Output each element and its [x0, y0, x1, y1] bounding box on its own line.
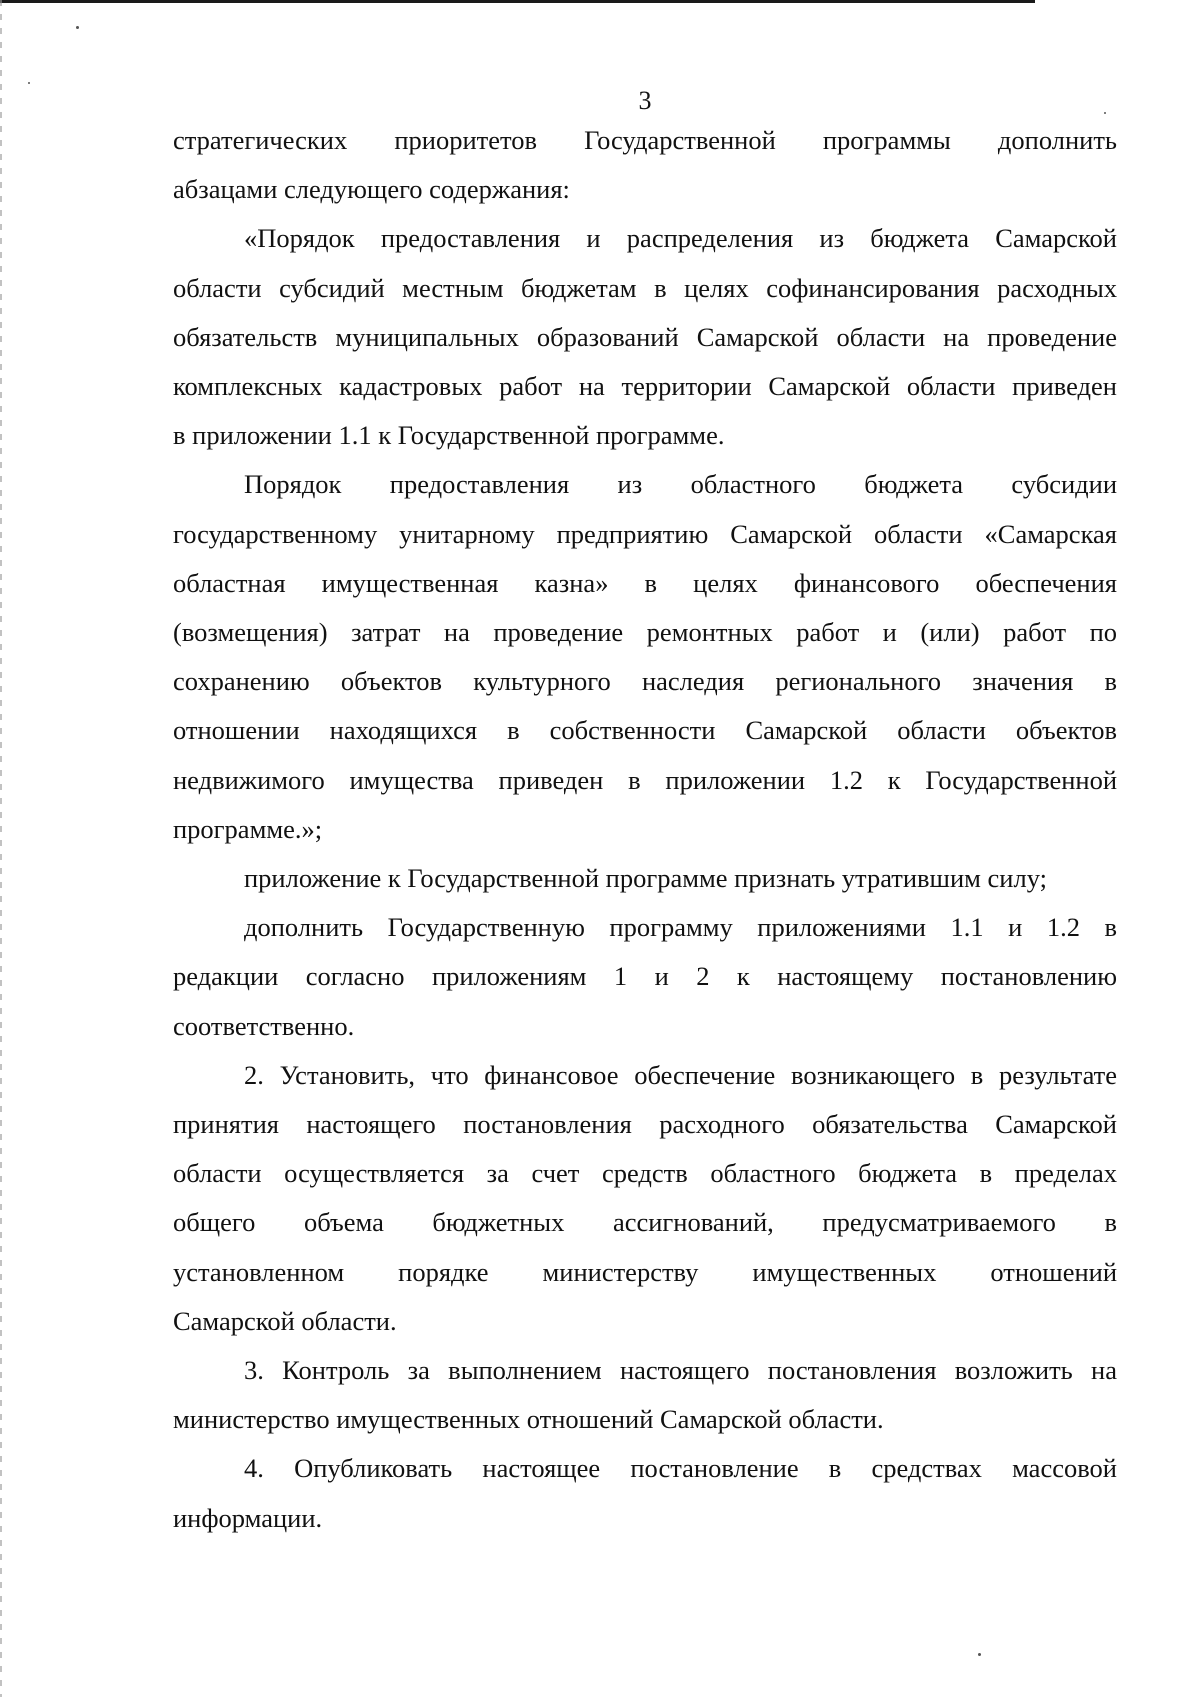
text-line: отношении находящихся в собственности Самарской области объектов [173, 715, 1117, 746]
text-line: редакции согласно приложениям 1 и 2 к настоящему постановлению [173, 961, 1117, 992]
text-line: обязательств муниципальных образований Самарской области на проведение [173, 321, 1117, 352]
text-line: комплексных кадастровых работ на территории Самарской области приведен [173, 371, 1117, 402]
text-line: области субсидий местным бюджетам в целях софинансирования расходных [173, 272, 1117, 303]
text-line: соответственно. [173, 1010, 355, 1041]
document-body [173, 116, 1117, 1543]
text-line: министерство имущественных отношений Самарской области. [173, 1404, 884, 1435]
text-line: приложение к Государственной программе признать утратившим силу; [244, 863, 1047, 894]
text-line: 4. Опубликовать настоящее постановление в средствах массовой [244, 1453, 1117, 1484]
scan-speck [76, 26, 79, 29]
text-line: 2. Установить, что финансовое обеспечение возникающего в результате [244, 1059, 1117, 1090]
text-line: принятия настоящего постановления расходного обязательства Самарской [173, 1109, 1117, 1140]
scan-speck [28, 82, 30, 84]
text-line: «Порядок предоставления и распределения из бюджета Самарской [244, 223, 1117, 254]
page-number: 3 [638, 86, 652, 115]
text-line: абзацами следующего содержания: [173, 174, 570, 205]
text-line: (возмещения) затрат на проведение ремонтных работ и (или) работ по [173, 617, 1117, 648]
text-line: Порядок предоставления из областного бюджета субсидии [244, 469, 1117, 500]
text-line: дополнить Государственную программу приложениями 1.1 и 1.2 в [244, 912, 1117, 943]
scan-left-edge [0, 0, 2, 1697]
text-line: информации. [173, 1502, 323, 1533]
text-line: государственному унитарному предприятию Самарской области «Самарская [173, 518, 1117, 549]
text-line: установленном порядке министерству имущественных отношений [173, 1256, 1117, 1287]
text-line: в приложении 1.1 к Государственной программе. [173, 420, 725, 451]
text-line: области осуществляется за счет средств областного бюджета в пределах [173, 1158, 1117, 1189]
scan-speck [978, 1653, 981, 1656]
text-line: Самарской области. [173, 1305, 397, 1336]
text-line: программе.»; [173, 813, 323, 844]
top-border-line [0, 0, 1035, 3]
text-line: сохранению объектов культурного наследия регионального значения в [173, 666, 1117, 697]
text-line: 3. Контроль за выполнением настоящего постановления возложить на [244, 1355, 1117, 1386]
text-line: областная имущественная казна» в целях финансового обеспечения [173, 567, 1117, 598]
text-line: недвижимого имущества приведен в приложении 1.2 к Государственной [173, 764, 1117, 795]
text-line: стратегических приоритетов Государственной программы дополнить [173, 125, 1117, 155]
text-line: общего объема бюджетных ассигнований, предусматриваемого в [173, 1207, 1117, 1238]
